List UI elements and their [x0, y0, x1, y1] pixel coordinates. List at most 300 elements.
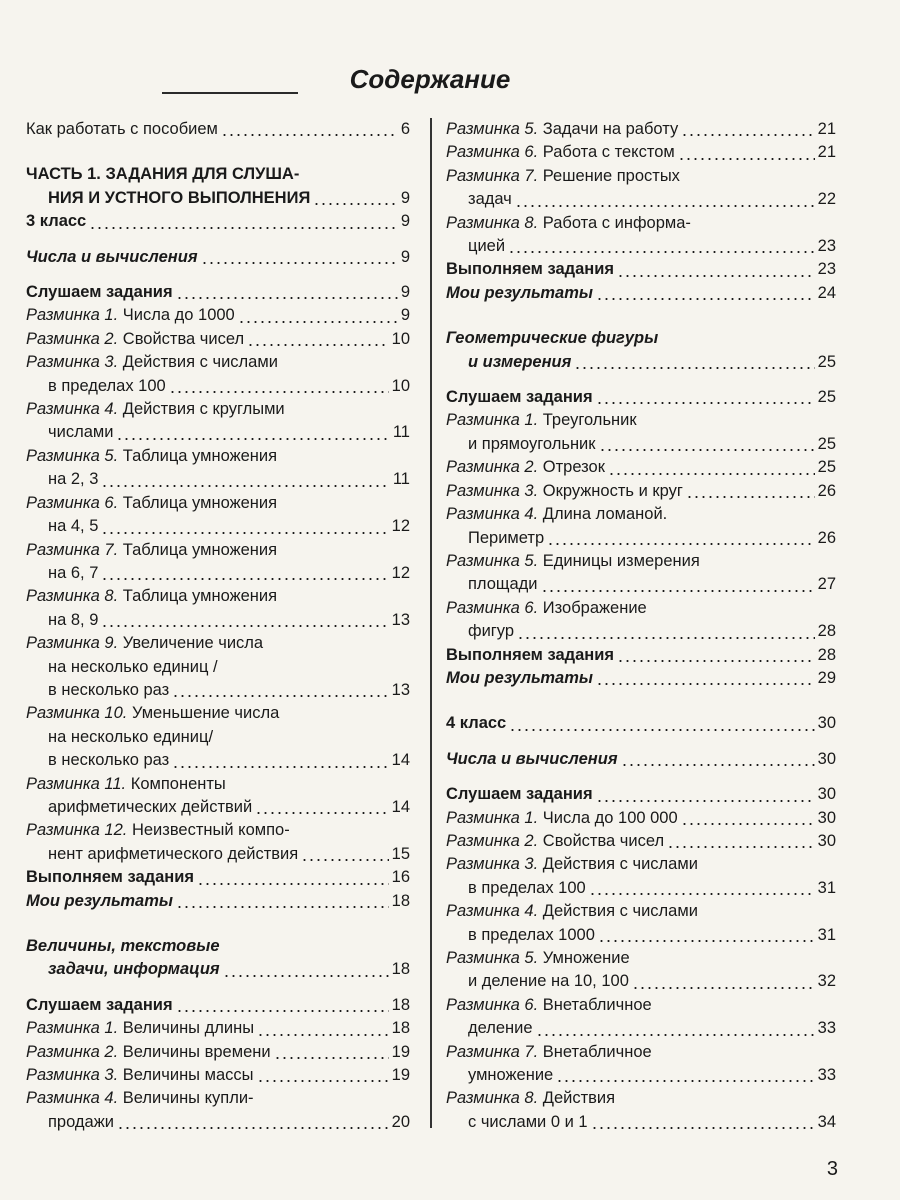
- toc-entry-line: [26, 351, 410, 374]
- toc-entry-line: [26, 398, 410, 421]
- toc-entry: [26, 994, 410, 1017]
- toc-entry: [446, 258, 836, 281]
- toc-page-ref: 25: [817, 458, 836, 477]
- toc-entry-line: [26, 890, 410, 913]
- toc-entry-label: Разминка 1.: [446, 411, 539, 430]
- toc-right-column: [446, 118, 836, 1134]
- toc-entry-label: Разминка 9.: [26, 634, 119, 653]
- toc-entry-text: и деление на 10, 100: [468, 972, 629, 991]
- toc-entry-text: Выполняем задания: [446, 645, 615, 664]
- toc-entry-line: [26, 281, 410, 304]
- toc-entry-label: Разминка 6.: [446, 995, 539, 1014]
- toc-page-ref: 25: [817, 388, 836, 407]
- toc-entry-line: [446, 480, 836, 503]
- toc-entry-text: Слушаем задания: [26, 995, 173, 1014]
- toc-page-ref: 18: [391, 995, 410, 1014]
- toc-entry-line: [26, 118, 410, 141]
- toc-entry-text: Величины времени: [118, 1042, 271, 1061]
- toc-entry-label: Разминка 8.: [26, 587, 119, 606]
- toc-entry-text: Треугольник: [538, 411, 637, 430]
- toc-entry-text: Таблица умножения: [118, 493, 278, 512]
- toc-entry-line: [26, 421, 410, 444]
- toc-entry: [446, 644, 836, 667]
- toc-entry-text: и прямоугольник: [468, 434, 596, 453]
- toc-entry: [446, 118, 836, 141]
- toc-entry-text: нент арифметического действия: [48, 844, 299, 863]
- toc-entry-text: Величины, текстовые: [26, 937, 220, 955]
- toc-entry-line: [446, 433, 836, 456]
- toc-entry: [26, 866, 410, 889]
- dot-leader: [176, 906, 389, 908]
- toc-entry-text: Работа с информа-: [538, 213, 691, 232]
- toc-page-ref: 9: [400, 247, 410, 266]
- toc-entry-line: [446, 924, 836, 947]
- toc-entry-line: [26, 749, 410, 772]
- toc-entry: [446, 748, 836, 771]
- toc-entry-label: Разминка 3.: [446, 855, 539, 874]
- dot-leader: [678, 158, 815, 160]
- toc-page-ref: 6: [400, 120, 410, 138]
- toc-entry: [446, 386, 836, 409]
- toc-entry-label: Разминка 4.: [446, 505, 539, 524]
- toc-page-ref: 33: [817, 1066, 836, 1085]
- toc-entry-label: Разминка 5.: [446, 120, 539, 138]
- toc-entry-line: [446, 947, 836, 970]
- toc-entry-text: Слушаем задания: [446, 388, 593, 407]
- dot-leader: [172, 766, 388, 768]
- toc-entry-text: Работа с текстом: [538, 143, 675, 162]
- toc-entry-text: Периметр: [468, 528, 545, 547]
- toc-entry: [26, 304, 410, 327]
- dot-leader: [598, 940, 815, 942]
- toc-page-ref: 25: [817, 352, 836, 371]
- toc-entry-line: [446, 527, 836, 550]
- dot-leader: [301, 859, 388, 861]
- toc-entry-line: [26, 679, 410, 702]
- toc-entry-line: [26, 539, 410, 562]
- toc-entry-line: [26, 935, 410, 958]
- toc-page-ref: 27: [817, 575, 836, 594]
- toc-page-ref: 24: [817, 283, 836, 302]
- toc-page-ref: 10: [391, 329, 410, 348]
- toc-entry-line: [446, 573, 836, 596]
- dot-leader: [608, 473, 815, 475]
- toc-entry-line: [26, 445, 410, 468]
- toc-entry-line: [26, 515, 410, 538]
- toc-entry-label: Разминка 6.: [446, 143, 539, 162]
- toc-entry: [26, 351, 410, 398]
- toc-entry-label: Разминка 2.: [446, 458, 539, 477]
- dot-leader: [117, 1127, 389, 1129]
- toc-entry-label: Разминка 12.: [26, 821, 128, 840]
- toc-entry-line: [26, 468, 410, 491]
- dot-leader: [313, 203, 398, 205]
- toc-entry-line: [446, 807, 836, 830]
- toc-entry-label: Разминка 4.: [26, 400, 119, 419]
- toc-entry: [446, 503, 836, 550]
- toc-entry-line: [26, 492, 410, 515]
- toc-entry-label: Разминка 5.: [446, 551, 539, 570]
- toc-entry-line: [446, 235, 836, 258]
- toc-entry-text: задач: [468, 190, 512, 209]
- toc-page-ref: 26: [817, 481, 836, 500]
- toc-entry-label: Разминка 6.: [446, 598, 539, 617]
- toc-page-ref: 31: [817, 925, 836, 944]
- dot-leader: [509, 729, 814, 731]
- toc-entry: [446, 807, 836, 830]
- dot-leader: [681, 134, 814, 136]
- toc-entry-text: Свойства чисел: [538, 831, 665, 850]
- toc-entry-text: Величины массы: [118, 1066, 254, 1085]
- toc-entry-line: [446, 667, 836, 690]
- toc-entry-line: [446, 748, 836, 771]
- dot-leader: [176, 1010, 389, 1012]
- toc-entry-text: Действия: [538, 1089, 616, 1108]
- toc-entry-line: [446, 1041, 836, 1064]
- toc-entry: [26, 1064, 410, 1087]
- toc-entry-line: [26, 246, 410, 269]
- toc-entry-label: Разминка 3.: [26, 353, 119, 372]
- toc-page-ref: 32: [817, 972, 836, 991]
- toc-entry-text: с числами 0 и 1: [468, 1112, 588, 1131]
- toc-entry-text: Таблица умножения: [118, 587, 278, 606]
- toc-entry-line: [26, 1064, 410, 1087]
- toc-entry-line: [446, 994, 836, 1017]
- page-number: 3: [826, 1158, 838, 1180]
- toc-entry-line: [26, 304, 410, 327]
- toc-entry: [26, 539, 410, 586]
- toc-entry-line: [446, 877, 836, 900]
- toc-entry-text: Неизвестный компо-: [127, 821, 290, 840]
- dot-leader: [536, 1034, 815, 1036]
- dot-leader: [547, 543, 815, 545]
- toc-entry-label: Разминка 10.: [26, 704, 128, 723]
- dot-leader: [617, 275, 815, 277]
- toc-entry-line: [26, 187, 410, 210]
- dot-leader: [617, 660, 815, 662]
- toc-entry-text: в пределах 100: [48, 376, 166, 395]
- toc-entry-text: на 4, 5: [48, 517, 99, 536]
- dot-leader: [508, 251, 815, 253]
- toc-page-ref: 9: [400, 306, 410, 325]
- toc-page-ref: 18: [391, 1019, 410, 1038]
- toc-page-ref: 30: [817, 808, 836, 827]
- toc-entry-text: продажи: [48, 1112, 114, 1131]
- toc-entry-line: [26, 163, 410, 186]
- toc-entry-text: Внетабличное: [538, 995, 652, 1014]
- toc-entry-label: Разминка 3.: [26, 1066, 119, 1085]
- toc-entry-line: [26, 1111, 410, 1134]
- toc-entry-line: [446, 386, 836, 409]
- toc-entry-text: Действия с круглыми: [118, 400, 285, 419]
- toc-entry: [446, 994, 836, 1041]
- toc-entry-line: [446, 118, 836, 141]
- toc-entry-label: Разминка 8.: [446, 213, 539, 232]
- toc-entry: [446, 783, 836, 806]
- toc-entry-text: Уменьшение числа: [127, 704, 280, 723]
- toc-entry-label: Разминка 6.: [26, 493, 119, 512]
- toc-entry-text: задачи, информация: [48, 960, 220, 979]
- toc-entry: [26, 819, 410, 866]
- toc-entry-label: Разминка 7.: [446, 1042, 539, 1061]
- toc-entry: [26, 445, 410, 492]
- toc-entry-label: Разминка 7.: [26, 540, 119, 559]
- toc-entry-line: [446, 327, 836, 350]
- toc-entry-line: [26, 843, 410, 866]
- toc-entry-text: на 2, 3: [48, 470, 99, 489]
- toc-page-ref: 12: [391, 563, 410, 582]
- dot-leader: [201, 262, 398, 264]
- toc-page-ref: 29: [817, 668, 836, 687]
- dot-leader: [221, 134, 398, 136]
- toc-entry-text: Компоненты: [126, 774, 226, 793]
- toc-entry-text: в пределах 1000: [468, 925, 595, 944]
- toc-entry-text: и измерения: [468, 352, 572, 371]
- toc-entry: [446, 409, 836, 456]
- dot-leader: [621, 764, 815, 766]
- toc-entry-text: в несколько раз: [48, 680, 170, 699]
- toc-entry-line: [446, 830, 836, 853]
- toc-entry: [446, 550, 836, 597]
- toc-page-ref: 9: [400, 212, 410, 231]
- toc-entry-line: [446, 456, 836, 479]
- toc-entry-line: [446, 550, 836, 573]
- toc-page-ref: 30: [817, 714, 836, 733]
- toc-entry-label: Разминка 1.: [26, 1019, 119, 1038]
- toc-entry-line: [26, 866, 410, 889]
- toc-entry-line: [26, 375, 410, 398]
- toc-entry-text: Решение простых: [538, 166, 680, 185]
- toc-entry-text: на несколько единиц /: [48, 657, 218, 676]
- toc-entry: [26, 585, 410, 632]
- toc-page-ref: 34: [817, 1112, 836, 1131]
- toc-entry: [26, 773, 410, 820]
- toc-entry: [446, 947, 836, 994]
- toc-entry-text: на 6, 7: [48, 563, 99, 582]
- toc-entry-text: фигур: [468, 622, 515, 641]
- toc-entry: [446, 712, 836, 735]
- toc-entry-line: [26, 1041, 410, 1064]
- toc-entry-label: Разминка 3.: [446, 481, 539, 500]
- toc-entry-line: [26, 609, 410, 632]
- dot-leader: [116, 438, 389, 440]
- toc-entry-line: [26, 994, 410, 1017]
- toc-entry-text: Увеличение числа: [118, 634, 264, 653]
- toc-page-ref: 28: [817, 622, 836, 641]
- column-divider: [430, 118, 432, 1128]
- dot-leader: [599, 449, 815, 451]
- toc-page-ref: 19: [391, 1042, 410, 1061]
- dot-leader: [517, 637, 815, 639]
- toc-page-ref: 25: [817, 434, 836, 453]
- toc-entry-line: [26, 562, 410, 585]
- toc-entry: [446, 597, 836, 644]
- toc-entry-text: Действия с числами: [118, 353, 278, 372]
- toc-entry-line: [26, 210, 410, 233]
- dot-leader: [591, 1127, 815, 1129]
- toc-entry-text: умножение: [468, 1066, 554, 1085]
- toc-entry-label: Разминка 1.: [26, 306, 119, 325]
- toc-entry-text: Числа и вычисления: [26, 247, 198, 266]
- toc-entry-line: [446, 783, 836, 806]
- toc-page-ref: 12: [391, 517, 410, 536]
- toc-entry-line: [446, 970, 836, 993]
- dot-leader: [541, 590, 815, 592]
- toc-entry: [26, 1087, 410, 1134]
- toc-entry-label: Разминка 7.: [446, 166, 539, 185]
- toc-page-ref: 13: [391, 610, 410, 629]
- toc-entry-text: Внетабличное: [538, 1042, 652, 1061]
- toc-entry-label: Разминка 5.: [446, 949, 539, 967]
- toc-entry: [446, 830, 836, 853]
- toc-entry-line: [446, 351, 836, 374]
- page-title: Содержание: [349, 64, 511, 94]
- toc-entry-text: Величины купли-: [118, 1089, 254, 1108]
- toc-entry: [446, 667, 836, 690]
- toc-entry-label: Разминка 8.: [446, 1089, 539, 1108]
- toc-entry-text: в несколько раз: [48, 751, 170, 770]
- toc-entry-label: Разминка 2.: [26, 329, 119, 348]
- toc-entry-text: Умножение: [538, 949, 630, 967]
- toc-entry-text: Мои результаты: [446, 668, 593, 687]
- dot-leader: [172, 695, 388, 697]
- toc-page-ref: 11: [392, 423, 410, 442]
- toc-entry-line: [26, 726, 410, 749]
- toc-page-ref: 18: [391, 960, 410, 979]
- dot-leader: [101, 532, 388, 534]
- toc-entry-text: на несколько единиц/: [48, 727, 214, 746]
- toc-entry-text: Мои результаты: [26, 891, 173, 910]
- toc-entry-text: Окружность и круг: [538, 481, 683, 500]
- toc-entry-text: Свойства чисел: [118, 329, 245, 348]
- toc-entry: [26, 890, 410, 913]
- dot-leader: [596, 800, 815, 802]
- toc-entry-label: Разминка 1.: [446, 808, 539, 827]
- toc-entry-text: на 8, 9: [48, 610, 99, 629]
- toc-entry: [26, 1041, 410, 1064]
- toc-entry-line: [26, 773, 410, 796]
- toc-page-ref: 13: [391, 680, 410, 699]
- toc-entry-text: Действия с числами: [538, 855, 698, 874]
- dot-leader: [101, 625, 388, 627]
- toc-entry-label: Разминка 2.: [26, 1042, 119, 1061]
- toc-entry-label: Разминка 4.: [26, 1089, 119, 1108]
- toc-entry-text: Задачи на работу: [538, 120, 679, 138]
- toc-entry-line: [26, 958, 410, 981]
- toc-entry-line: [446, 165, 836, 188]
- toc-left-column: [26, 118, 410, 1134]
- toc-entry-text: арифметических действий: [48, 797, 253, 816]
- toc-entry-text: площади: [468, 575, 538, 594]
- toc-page-ref: 16: [391, 868, 410, 887]
- toc-entry: [26, 118, 410, 141]
- toc-entry: [446, 456, 836, 479]
- toc-entry-line: [446, 212, 836, 235]
- toc-entry-line: [446, 644, 836, 667]
- toc-entry: [26, 328, 410, 351]
- toc-page-ref: 30: [817, 831, 836, 850]
- toc-entry-text: ЧАСТЬ 1. ЗАДАНИЯ ДЛЯ СЛУША-: [26, 165, 300, 184]
- toc-page-ref: 9: [400, 188, 410, 207]
- dot-leader: [596, 298, 815, 300]
- toc-page-ref: 19: [391, 1066, 410, 1085]
- toc-entry-line: [446, 712, 836, 735]
- dot-leader: [255, 812, 388, 814]
- toc-entry-label: Разминка 5.: [26, 446, 119, 465]
- toc-entry: [26, 492, 410, 539]
- toc-entry: [446, 900, 836, 947]
- toc-entry: [26, 398, 410, 445]
- toc-entry-line: [446, 620, 836, 643]
- dot-leader: [681, 823, 815, 825]
- toc-entry-line: [26, 585, 410, 608]
- toc-page-ref: 30: [817, 785, 836, 804]
- toc-entry: [446, 327, 836, 374]
- toc-entry-line: [446, 258, 836, 281]
- toc-entry-line: [446, 597, 836, 620]
- toc-entry-text: Выполняем задания: [446, 260, 615, 279]
- toc-entry-text: деление: [468, 1019, 533, 1038]
- toc-entry-text: Длина ломаной.: [538, 505, 668, 524]
- toc-entry-text: Геометрические фигуры: [446, 329, 659, 348]
- toc-entry-line: [446, 1064, 836, 1087]
- dot-leader: [89, 227, 398, 229]
- dot-leader: [274, 1057, 389, 1059]
- dot-leader: [556, 1080, 814, 1082]
- toc-entry-label: Разминка 2.: [446, 831, 539, 850]
- toc-entry-text: Мои результаты: [446, 283, 593, 302]
- toc-entry-text: Изображение: [538, 598, 647, 617]
- toc-entry: [446, 165, 836, 212]
- toc-entry-line: [26, 819, 410, 842]
- toc-entry-text: Числа и вычисления: [446, 749, 618, 768]
- dot-leader: [176, 297, 398, 299]
- toc-entry-line: [446, 1111, 836, 1134]
- toc-entry: [446, 1087, 836, 1134]
- toc-page-ref: 33: [817, 1019, 836, 1038]
- toc-entry: [26, 702, 410, 772]
- toc-entry-text: Таблица умножения: [118, 446, 278, 465]
- toc-entry: [26, 1017, 410, 1040]
- toc-page-ref: 14: [391, 797, 410, 816]
- toc-entry-text: цией: [468, 237, 506, 256]
- dot-leader: [596, 683, 815, 685]
- toc-entry-line: [26, 656, 410, 679]
- toc-entry-text: НИЯ И УСТНОГО ВЫПОЛНЕНИЯ: [48, 188, 311, 207]
- toc-entry-line: [446, 1017, 836, 1040]
- toc-page-ref: 21: [817, 143, 836, 162]
- toc-page-ref: 11: [392, 470, 410, 489]
- toc-page-ref: 21: [817, 120, 836, 138]
- dot-leader: [574, 367, 814, 369]
- toc-entry-text: Как работать с пособием: [26, 120, 218, 138]
- toc-page-ref: 10: [391, 376, 410, 395]
- dot-leader: [596, 402, 815, 404]
- dot-leader: [515, 205, 815, 207]
- toc-entry: [26, 246, 410, 269]
- toc-page-ref: 23: [817, 237, 836, 256]
- toc-entry-text: в пределах 100: [468, 878, 586, 897]
- toc-entry-label: Разминка 11.: [26, 774, 127, 793]
- dot-leader: [169, 391, 389, 393]
- toc-entry-text: Числа до 1000: [118, 306, 235, 325]
- toc-page-ref: 28: [817, 645, 836, 664]
- toc-entry-text: Слушаем задания: [446, 785, 593, 804]
- toc-entry-line: [26, 702, 410, 725]
- dot-leader: [101, 578, 388, 580]
- toc-entry: [26, 935, 410, 982]
- toc-page-ref: 22: [817, 190, 836, 209]
